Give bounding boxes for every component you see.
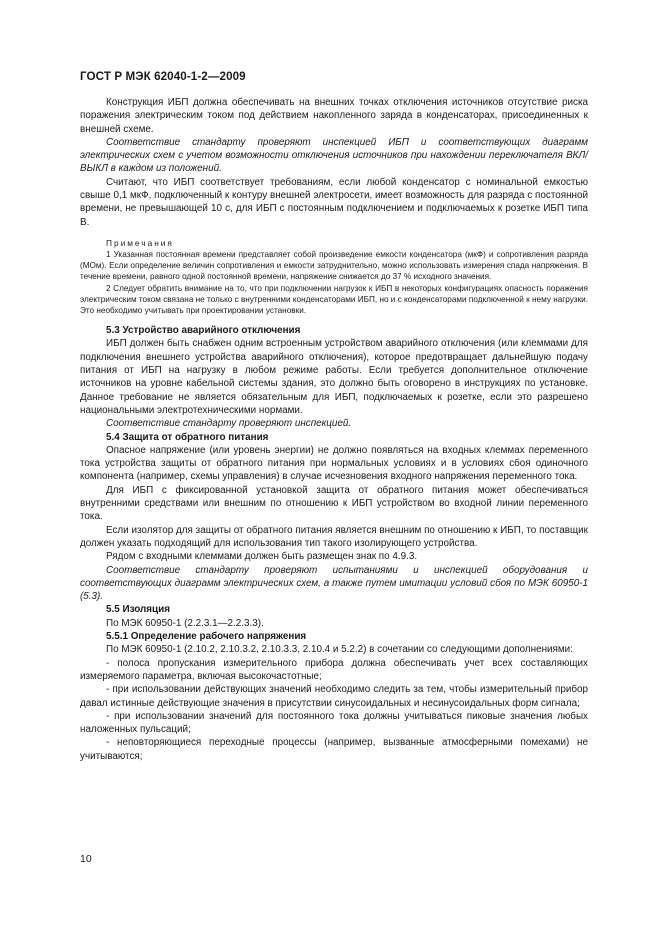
notes-heading: Примечания	[106, 237, 174, 248]
compliance-note: Соответствие стандарту проверяют испытаниями и инспекцией оборудования и соответствующих диаграмм электрических схем, а также путем имитации условий сбоя по МЭК 60950-1 (5.3).	[80, 564, 588, 603]
note-item: 2 Следует обратить внимание на то, что при подключении нагрузок к ИБП в некоторых конфигурациях опасность поражения электрическим током связана не только с внутренними конденсаторами ИБП, но и с конденсаторами подключенной к нему нагрузки. Это необходимо учитывать при проектировании установки.	[80, 283, 588, 315]
section-heading: 5.5 Изоляция	[106, 604, 170, 616]
document-header: ГОСТ Р МЭК 62040-1-2—2009	[80, 70, 246, 83]
paragraph: Считают, что ИБП соответствует требованиям, если любой конденсатор с номинальной емкостью свыше 0,1 мкФ, подключенный к контуру внешней электросети, имеет возможность для разряда с постоянной времени, не превышающей 10 с, для ИБП с постоянным подключением и подключаемых к розетке ИБП типа В.	[80, 176, 588, 228]
paragraph: Если изолятор для защиты от обратного питания является внешним по отношению к ИБП, то поставщик должен указать подходящий для использования тип такого изолирующего устройства.	[80, 524, 588, 549]
paragraph: Опасное напряжение (или уровень энергии) не должно появляться на входных клеммах переменного тока устройства защиты от обратного питания при нормальных условиях и в условиях сбоя одиночного компонента (например, схемы управления) в случае исчезновения входного напряжения переменного тока.	[80, 444, 588, 483]
paragraph: - неповторяющиеся переходные процессы (например, вызванные атмосферными помехами) не учитываются;	[80, 737, 588, 762]
document-body	[80, 96, 588, 763]
paragraph: - при использовании действующих значений необходимо следить за тем, чтобы измерительный прибор давал истинные действующие значения в присутствии синусоидальных и несинусоидальных форм сигнала;	[80, 684, 588, 709]
paragraph: - при использовании значений для постоянного тока должны учитываться пиковые значения любых наложенных пульсаций;	[80, 710, 588, 736]
paragraph: - полоса пропускания измерительного прибора должна обеспечивать учет всех составляющих измеряемого параметра, включая высокочастотные;	[80, 657, 588, 682]
compliance-note: Соответствие стандарту проверяют инспекцией.	[106, 418, 352, 430]
paragraph: Конструкция ИБП должна обеспечивать на внешних точках отключения источников отсутствие риска поражения электрическим током под действием накопленного заряда в конденсаторах, присоединенных к внешней схеме.	[80, 97, 588, 135]
section-heading: 5.3 Устройство аварийного отключения	[106, 325, 301, 337]
paragraph: Для ИБП с фиксированной установкой защита от обратного питания может обеспечиваться внутренними средствами или внешним по отношению к ИБП устройством во входной линии переменного тока.	[80, 484, 588, 523]
compliance-note: Соответствие стандарту проверяют инспекцией ИБП и соответствующих диаграмм электрических схем с учетом возможности отключения источников при нахождении переключателя ВКЛ/ВЫКЛ в каждом из положений.	[80, 136, 588, 175]
paragraph: По МЭК 60950-1 (2.10.2, 2.10.3.2, 2.10.3.3, 2.10.4 и 5.2.2) в сочетании со следующими дополнениями:	[106, 644, 573, 656]
page-number: 10	[80, 853, 92, 865]
section-heading: 5.4 Защита от обратного питания	[106, 431, 269, 443]
paragraph: По МЭК 60950-1 (2.2.3.1—2.2.3.3).	[106, 617, 264, 629]
paragraph: ИБП должен быть снабжен одним встроенным устройством аварийного отключения (или клеммами для подключения внешнего устройства аварийного отключения), которое предотвращает дальнейшую подачу питания от ИБП на нагрузку в любом режиме работы. Если требуется дополнительное отключение источников на уровне кабельной системы здания, это должно быть оговорено в инструкциях по установке. Данное требование не является обязательным для ИБП, подключаемых к розетке, если это разрешено национальными электротехническими нормами.	[80, 338, 588, 416]
section-heading: 5.5.1 Определение рабочего напряжения	[106, 631, 307, 643]
paragraph: Рядом с входными клеммами должен быть размещен знак по 4.9.3.	[106, 551, 418, 563]
note-item: 1 Указанная постоянная времени представляет собой произведение емкости конденсатора (мкФ) и сопротивления разряда (МОм). Если определение величин сопротивления и емкости затруднительно, можно использовать измерения спада напряжения. В течение времени, равного одной постоянной времени, напряжение снижается до 37 % исходного значения.	[80, 249, 588, 282]
